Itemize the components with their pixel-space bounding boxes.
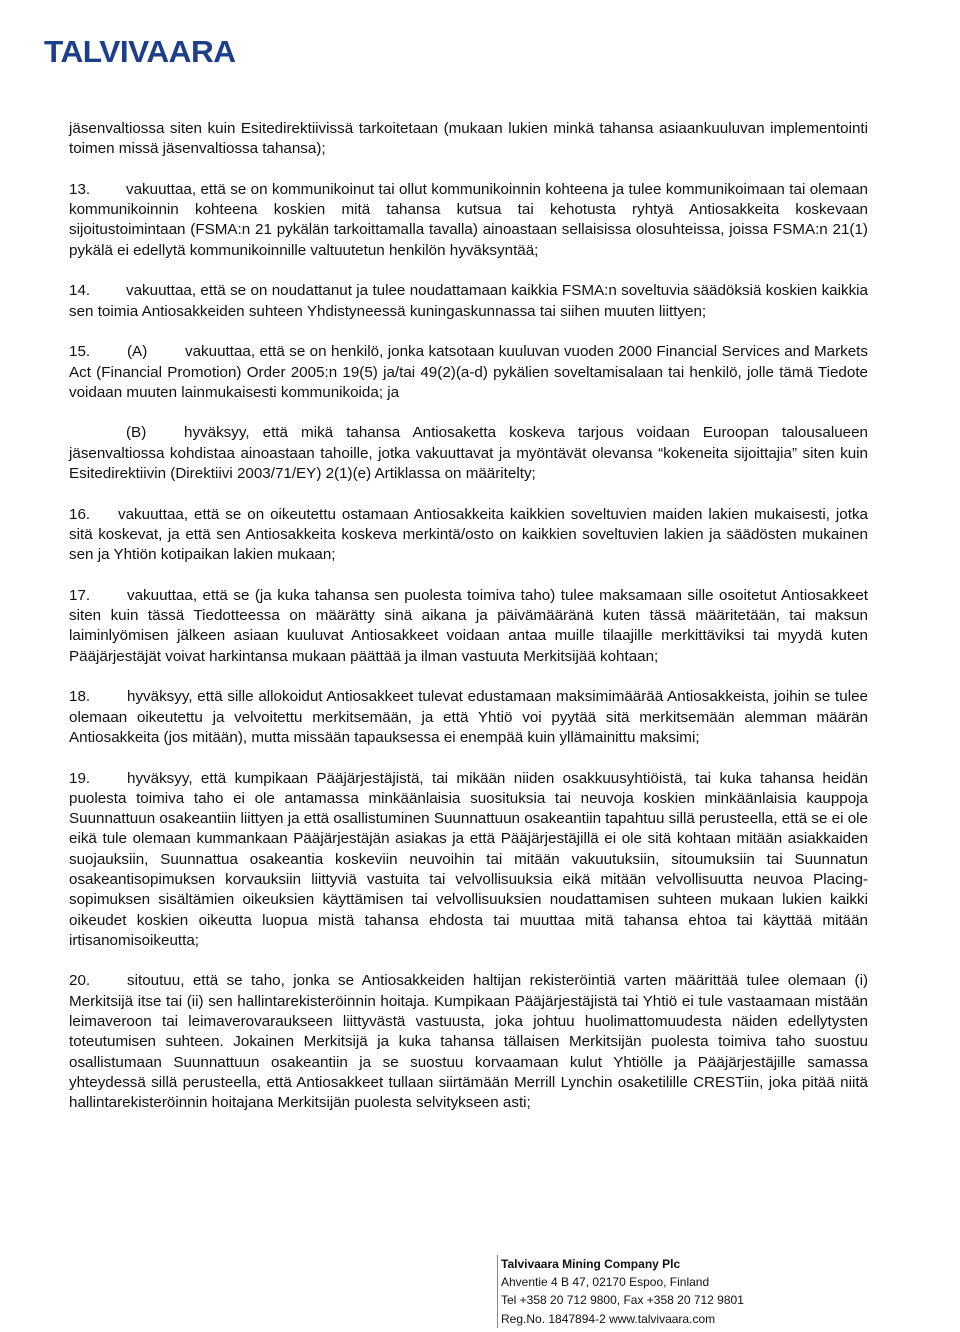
- paragraph-text: hyväksyy, että kumpikaan Pääjärjestäjistä, tai mikään niiden osakkuusyhtiöistä, tai kuka tahansa heidän puolesta toimiva taho ei ole antamassa minkäänlaisia suosituksia tai neuvoja koskien minkäänlaisia kauppoja Suunnattuun osakeantiin liittyen ja että osallistuminen Suunnattuun osakeantiin tapahtuu sillä perusteella, että se ei ole eikä tule olemaan kummankaan Pääjärjestäjän asiakas ja että Pääjärjestäjillä ei ole sitä kohtaan mitään asiakkaiden suojauksiin, Suunnattua osakeantia koskeviin neuvoihin tai mitään vakuutuksiin, sitoumuksiin tai Suunnatun osakeantisopimuksen korvauksiin liittyviä vastuita tai velvollisuuksia eikä mitään velvollisuutta neuvoa Placing-sopimuksen sisältämien oikeuksien käyttämisen tai velvollisuuksien noudattamisen suhteen mukaan lukien kaikki oikeudet koskien oikeutta luopua mistä tahansa ehdosta tai muuttaa mitä tahansa ehtoa tai käyttää mitään irtisanomisoikeutta;: [69, 769, 868, 949]
- sub-item-label: (A): [127, 343, 148, 361]
- paragraph-number: 18.: [69, 688, 91, 706]
- paragraph-15b: [69, 423, 868, 484]
- paragraph-number: 17.: [69, 586, 91, 604]
- paragraph-14: [69, 281, 868, 322]
- sub-item-label: (B): [126, 424, 147, 442]
- paragraph-text: vakuuttaa, että se on noudattanut ja tulee noudattamaan kaikkia FSMA:n soveltuvia säädöksiä koskien kaikkia sen toimia Antiosakkeiden suhteen Yhdistyneessä kuningaskunnassa tai siihen muuten liittyen;: [69, 282, 868, 320]
- paragraph-18: [69, 687, 868, 748]
- company-logo: TALVIVAARA: [44, 34, 236, 69]
- paragraph-text: vakuuttaa, että se on henkilö, jonka katsotaan kuuluvan vuoden 2000 Financial Services and Markets Act (Financial Promotion) Order 2005:n 19(5) ja/tai 49(2)(a-d) pykälien soveltamisalaan tai henkilö, jolle tämä Tiedote voidaan muuten lainmukaisesti kommunikoida; ja: [69, 343, 868, 401]
- paragraph-16: [69, 505, 868, 566]
- paragraph-number: 13.: [69, 180, 91, 198]
- paragraph-number: 14.: [69, 282, 91, 300]
- paragraph-text: sitoutuu, että se taho, jonka se Antiosakkeiden haltijan rekisteröintiä varten määrittää tulee olemaan (i) Merkitsijä itse tai (ii) sen hallintarekisteröinnin hoitaja. Kumpikaan Pääjärjestäjistä tai Yhtiö ei tule vastaamaan mistään leimaveroon tai leimaverovaraukseen liittyvästä vastuusta, joka johtuu huolimattomuudesta näiden edellytysten toteutumisen suhteen. Jokainen Merkitsijä ja kuka tahansa tällaisen Merkitsijän puolesta toimiva taho suostuu osallistumaan Suunnattuun osakeantiin ja se suostuu korvaamaan kulut Yhtiölle ja Pääjärjestäjille samassa yhteydessä sillä perusteella, että Antiosakkeet tullaan siirtämään Merrill Lynchin osaketilille CRESTiin, joka pitää niitä hallintarekisteröinnin hoitajana Merkitsijän puolesta selvitykseen asti;: [69, 972, 868, 1112]
- paragraph-text: hyväksyy, että sille allokoidut Antiosakkeet tulevat edustamaan maksimimäärää Antiosakkeista, joihin se tulee olemaan oikeutettu ja velvoitettu merkitsemään, ja että Yhtiö voi pyytää sitä merkitsemään alemman määrän Antiosakkeita (jos mitään), mutta missään tapauksessa ei enempää kuin yllämainittu maksimi;: [69, 688, 868, 746]
- footer-phone: Tel +358 20 712 9800, Fax +358 20 712 9801: [501, 1293, 744, 1308]
- footer-address: Ahventie 4 B 47, 02170 Espoo, Finland: [501, 1275, 710, 1290]
- paragraph-15a: [69, 342, 868, 403]
- paragraph-20: [69, 971, 868, 1113]
- footer-company-name: Talvivaara Mining Company Plc: [501, 1257, 681, 1271]
- footer-registration: Reg.No. 1847894-2 www.talvivaara.com: [501, 1311, 716, 1326]
- paragraph-continuation: jäsenvaltiossa siten kuin Esitedirektiivissä tarkoitetaan (mukaan lukien minkä tahansa asiaankuuluvan implementointi toimen missä jäsenvaltiossa tahansa);: [69, 120, 868, 158]
- paragraph-number: 16.: [69, 505, 91, 523]
- paragraph-number: 19.: [69, 769, 91, 787]
- document-body: [69, 119, 868, 1134]
- paragraph-13: [69, 180, 868, 261]
- paragraph-number: 20.: [69, 972, 91, 990]
- paragraph-text: vakuuttaa, että se (ja kuka tahansa sen puolesta toimiva taho) tulee maksamaan sille osoitetut Antiosakkeet siten kuin tässä Tiedotteessa on määrätty sinä aikana ja päivämääränä kuten tässä määritetään, tai maksun laiminlyömisen jälkeen asiaan kuuluvat Antiosakkeet voidaan antaa muille tilaajille merkittäviksi tai myydä kuten Pääjärjestäjät voivat harkintansa mukaan päättää ja ilman vastuuta Merkitsijää kohtaan;: [69, 586, 868, 665]
- paragraph-number: 15.: [69, 343, 91, 361]
- paragraph-19: [69, 769, 868, 952]
- paragraph-17: [69, 586, 868, 667]
- paragraph-text: vakuuttaa, että se on oikeutettu ostamaan Antiosakkeita kaikkien soveltuvien maiden lakien mukaisesti, jotka sitä koskevat, ja että sen Antiosakkeita koskeva merkintä/osto on kaikkien soveltuvien lakien ja säädösten mukainen sen ja Yhtiön kotipaikan lakien mukaan;: [69, 505, 868, 564]
- company-footer: [497, 1255, 744, 1328]
- paragraph-text: hyväksyy, että mikä tahansa Antiosaketta koskeva tarjous voidaan Euroopan talousalueen jäsenvaltiossa kohdistaa ainoastaan tahoille, jotka vakuuttavat ja myöntävät olevansa “kokeneita sijoittajia” siten kuin Esitedirektiivin (Direktiivi 2003/71/EY) 2(1)(e) Artiklassa on määritelty;: [69, 424, 868, 483]
- paragraph-text: vakuuttaa, että se on kommunikoinut tai ollut kommunikoinnin kohteena ja tulee kommunikoimaan tai olemaan kommunikoinnin kohteena koskien mitä tahansa kutsua tai kehotusta ryhtyä Antiosakkeita koskevaan sijoitustoimintaan (FSMA:n 21 pykälän tarkoittamalla tavalla) ainoastaan sellaisissa olosuhteissa, joissa FSMA:n 21(1) pykälä ei edellytä kommunikoinnille valtuutetun henkilön hyväksyntää;: [69, 180, 868, 259]
